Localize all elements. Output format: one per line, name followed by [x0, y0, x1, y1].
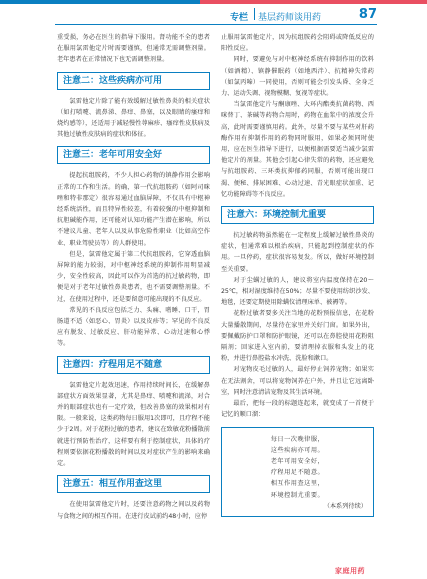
series-note: （本系列待续） [323, 502, 367, 510]
section-title-5: 注意五：相互作用查这里 [57, 475, 210, 493]
paragraph: 但是，氯雷他定属于第二代抗组胺药，它穿透血脑屏障的能力较弱，对中枢神经系统的抑制作用明显减少，安全性较高，因此可以作为首选的抗过敏药物，即便是对于老年过敏性鼻炎患者，也不需要调整剂量。不过，在使用过程中，还是要留意可能出现的不良反应。 [57, 250, 210, 303]
paragraph: 氯雷他定片除了能有效缓解过敏性鼻炎的相关症状（如打喷嚏、流鼻涕、鼻痒、鼻塞，以及眼睛的瘙痒和烧灼感等），还适用于减轻慢性荨麻疹、瘙痒性皮肤病及其他过敏性皮肤病的症状和体征。 [57, 97, 210, 139]
paragraph: 最后，把每一段的标题连起来，就变成了一首便于记忆的顺口溜： [221, 400, 374, 419]
right-column [221, 32, 374, 517]
section-title-6: 注意六：环境控制尤重要 [221, 206, 374, 224]
poem-line: 每日一次晚律服， [270, 435, 325, 443]
paragraph: 对于尘螨过敏的人，建议将室内温度保持在20～25℃，相对湿度维持在50%；尽量不要使用纺织沙发、地毯，还要定期使用除螨仪清理床单、被褥等。 [221, 276, 374, 307]
section-title-4: 注意四：疗程用足不随意 [57, 356, 210, 374]
header-accent-tab [200, 0, 427, 4]
section-title-2: 注意二：这些疾病亦可用 [57, 72, 210, 90]
right-intro-paragraph: 止服用氯雷他定片，因为抗组胺药会阻碍或降低反应的阳性反应。 [221, 34, 374, 53]
poem-line: 老年可用安全好， [270, 457, 325, 465]
page-number: 87 [358, 7, 377, 22]
page-header [0, 0, 427, 30]
paragraph: 抗过敏药物虽然能在一定程度上缓解过敏性鼻炎的症状，但通常难以根治疾病，只能起到控制症状的作用。一旦停药，症状很容易复发。所以，做好环境控制至关重要。 [221, 232, 374, 273]
paragraph: 氯雷他定片起效迅速，作用持续时间长，在缓解鼻部症状方面效果显著，尤其是鼻痒、喷嚏和流涕，对合并的眼部症状也有一定疗效，但改善鼻塞的效果相对有限。一般来说，这类药物每日服用1次即可，且疗程不能少于2周。对于花粉过敏的患者，建议在致敏花粉播散前就进行预防性治疗，这样要有利于控制症状，具体的疗程则要依据花粉播散的时间以及对症状产生的影响来确定。 [57, 381, 210, 468]
poem-line: 环境控制尤重要。 [270, 491, 325, 499]
header-rule [55, 24, 377, 25]
column-label: 专栏 [230, 13, 249, 23]
paragraph: 常见的不良反应包括乏力、头痛、嗜睡、口干，胃肠道不适（如恶心、胃炎）以及皮疹等；罕见的不良反应有脱发、过敏反应、肝功能异常、心动过速和心悸等。 [57, 306, 210, 348]
mnemonic-poem-box [221, 427, 374, 517]
paragraph: 同时，要避免与对中枢神经系统有抑制作用的饮料（如酒精）、镇静催眠药（如地西泮）、抗精神失常药（如氯丙嗪）一同使用，否则可能会引发头昏、全身乏力、运动失调、视物模糊、复视等症状。 [221, 56, 374, 98]
paragraph: 当氯雷他定片与酮康唑、大环内酯类抗菌药物、西咪替丁、茶碱等药物合用时，药物在血浆中的浓度会升高，此时需要谨慎用药。此外，尽量不要与某些对肝药酶作用有抑制作用的药物同时服用，如果必须同时使用，应在医生指导下进行，以便根据需要适当减少氯雷他定片的剂量。其他会引起心律失常的药物，还应避免与抗组胺药、三环类抗抑郁药同服，否则可能出现口渴、便秘、排尿困难、心动过速、青光眼症状加重、记忆功能障碍等不良反应。 [221, 101, 374, 198]
column-title: 基层药师谈用药 [258, 13, 322, 23]
left-intro-paragraph: 重受损，务必在医生的指导下服用。肾功能不全的患者在服用氯雷他定片时需要谨慎，但通常无需调整剂量。老年患者在正常情况下也无需调整剂量。 [57, 34, 210, 64]
poem-line: 疗程用足不随意。 [270, 469, 325, 477]
poem-line: 相互作用查这里， [270, 480, 325, 488]
paragraph: 提起抗组胺药，不少人担心药物的镇静作用会影响正常的工作和生活。的确，第一代抗组胺药（如阿司咪唑和特非那定）很容易通过血脑屏障，不仅具有中枢神经系统活性，而且特异性较差，有着较强的中枢抑制和抗胆碱能作用，还可能对认知功能产生潜在影响，所以不建议儿童、老年人以及从事危险性职业（比如高空作业、职业驾驶员等）的人群使用。 [57, 172, 210, 247]
header-divider [254, 8, 255, 20]
paragraph: 花粉过敏者要多关注当地的花粉预报信息，在花粉大量播散期间，尽量待在家里并关好门窗。如果外出，要佩戴防护口罩和防护眼镜，还可以在鼻腔使用花粉阻隔剂；回家进入室内前，要清理掉衣服和头发上的花粉，并进行鼻腔盐水冲洗、洗脸和漱口。 [221, 310, 374, 363]
paragraph: 在使用氯雷他定片时，还要注意药物之间以及药物与食物之间的相互作用。在进行皮试前约48小时，应停 [57, 501, 210, 520]
poem-line: 这些疾病亦可用。 [270, 446, 325, 454]
paragraph: 对宠物皮毛过敏的人，最好停止饲养宠物；如果实在无法割舍，可以将宠物饲养在户外，并且让它远离卧室，同时注意清洁宠物及其生活环境。 [221, 366, 374, 396]
section-title-3: 注意三：老年可用安全好 [57, 146, 210, 164]
magazine-brand-mark: 家庭用药 [335, 567, 365, 575]
left-column [57, 32, 210, 522]
